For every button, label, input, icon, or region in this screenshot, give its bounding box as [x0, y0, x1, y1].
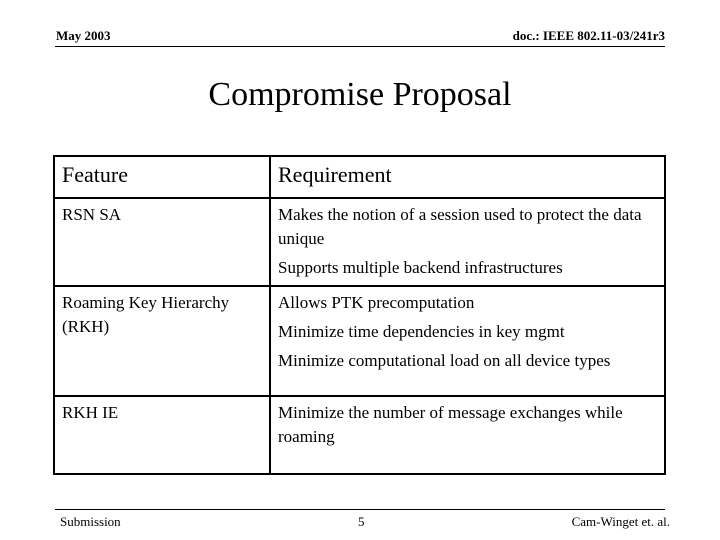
table-row [54, 198, 665, 286]
feature-cell: RSN SA [54, 198, 270, 286]
requirement-item: Supports multiple backend infrastructures [278, 258, 563, 277]
page-number: 5 [358, 514, 365, 529]
requirement-cell [270, 198, 665, 286]
header-date: May 2003 [56, 28, 111, 43]
table-header-row [54, 156, 665, 198]
requirement-cell [270, 396, 665, 474]
table-row [54, 286, 665, 396]
column-header-feature: Feature [54, 156, 270, 198]
header-rule [55, 46, 665, 47]
feature-cell: RKH IE [54, 396, 270, 474]
requirement-item: Allows PTK precomputation [278, 293, 475, 312]
requirement-item: Minimize time dependencies in key mgmt [278, 322, 565, 341]
column-header-requirement: Requirement [270, 156, 665, 198]
footer-author: Cam-Winget et. al. [571, 514, 670, 529]
requirement-item: Minimize computational load on all device types [278, 351, 611, 370]
requirement-item: Minimize the number of message exchanges while roaming [278, 403, 623, 446]
requirement-cell [270, 286, 665, 396]
requirements-table [53, 155, 666, 475]
requirement-item: Makes the notion of a session used to protect the data unique [278, 205, 642, 248]
footer-rule [55, 509, 665, 510]
table-row [54, 396, 665, 474]
slide-title: Compromise Proposal [208, 76, 512, 113]
feature-cell: Roaming Key Hierarchy (RKH) [54, 286, 270, 396]
footer-submission: Submission [60, 514, 121, 529]
header-doc-id: doc.: IEEE 802.11-03/241r3 [512, 28, 665, 43]
